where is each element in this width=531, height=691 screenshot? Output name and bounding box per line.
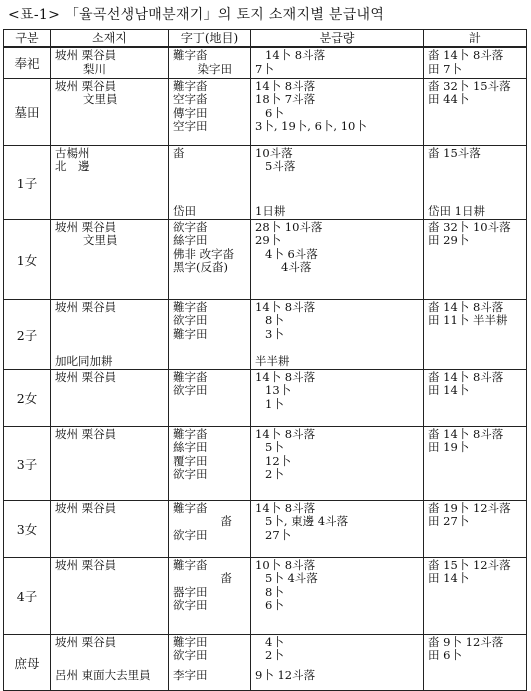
sum-line	[428, 261, 526, 275]
qty-line: 9卜 12斗落	[255, 667, 316, 682]
jd-line: 覆字田	[173, 453, 208, 468]
sum-line	[428, 586, 526, 600]
location-cell	[51, 369, 169, 426]
row-group-label: 庶母	[4, 634, 51, 690]
loc-line	[55, 441, 168, 455]
total-cell	[424, 78, 527, 145]
qty-line: 4卜	[265, 634, 284, 649]
jd-line: 欲字田	[173, 648, 208, 662]
sum-line: 田 6卜	[428, 648, 462, 662]
qty-line: 12卜	[265, 453, 292, 468]
sum-line	[428, 328, 526, 342]
qty-line: 7卜	[255, 61, 274, 76]
location-cell	[51, 219, 169, 299]
table-row	[4, 299, 527, 369]
table-row	[4, 145, 527, 219]
table-row	[4, 500, 527, 557]
jd-line: 岱田	[173, 204, 196, 218]
loc-line	[55, 107, 168, 121]
quantity-cell	[251, 78, 424, 145]
sum-line: 畓 14卜 8斗落	[428, 48, 504, 62]
qty-line: 3卜, 19卜, 6卜, 10卜	[255, 119, 367, 133]
row-group-label: 1子	[4, 145, 51, 219]
sum-line: 畓 14卜 8斗落	[428, 426, 504, 441]
loc-line	[55, 248, 168, 262]
table-title: <표-1> 「율곡선생남매분재기」의 토지 소재지별 분급내역	[8, 7, 385, 23]
qty-line: 2卜	[265, 648, 284, 662]
row-group-label: 2女	[4, 369, 51, 426]
sum-line	[428, 174, 526, 188]
qty-line: 5卜, 東邊 4斗落	[265, 514, 349, 528]
plot-cell	[169, 145, 251, 219]
jd-line: 黑字(反畓)	[173, 260, 228, 274]
qty-line: 14卜 8斗落	[255, 426, 316, 441]
quantity-cell	[251, 557, 424, 634]
jd-line: 空字畓	[173, 92, 208, 106]
quantity-cell	[251, 426, 424, 500]
loc-line: 坡州 栗谷員	[55, 299, 117, 314]
location-cell	[51, 500, 169, 557]
qty-line: 2卜	[265, 467, 284, 481]
jd-line	[173, 355, 250, 369]
sum-line: 畓 15卜 12斗落	[428, 557, 511, 572]
jd-line: 難字畓	[173, 78, 208, 93]
sum-line	[428, 120, 526, 134]
header-quantity: 분급량	[251, 30, 424, 48]
sum-line: 畓 14卜 8斗落	[428, 369, 504, 384]
qty-line: 半半耕	[255, 354, 290, 368]
loc-line: 坡州 栗谷員	[55, 500, 117, 515]
loc-line	[55, 515, 168, 529]
sum-line: 田 14卜	[428, 383, 470, 397]
jd-line: 絲字田	[173, 440, 208, 454]
loc-line: 文里員	[83, 233, 118, 247]
header-total: 計	[424, 30, 527, 48]
location-cell	[51, 557, 169, 634]
jd-line: 畓	[220, 514, 232, 528]
qty-line: 10卜 8斗落	[255, 557, 316, 572]
jd-line: 難字田	[173, 326, 208, 341]
sum-line	[428, 248, 526, 262]
total-cell	[424, 369, 527, 426]
qty-line: 14卜 8斗落	[255, 299, 316, 314]
location-cell	[51, 78, 169, 145]
jd-line: 欲字田	[173, 383, 208, 397]
location-cell	[51, 634, 169, 690]
table-row	[4, 557, 527, 634]
jd-line: 畓	[173, 145, 185, 160]
jd-line: 難字畓	[173, 557, 208, 572]
jd-line: 絲字田	[173, 233, 208, 247]
loc-line: 坡州 栗谷員	[55, 48, 117, 62]
quantity-cell	[251, 500, 424, 557]
jd-line: 空字田	[173, 119, 208, 133]
sum-line: 畓 32卜 15斗落	[428, 78, 511, 93]
jd-line: 畓	[220, 571, 232, 585]
loc-line	[55, 529, 168, 543]
plot-cell	[169, 219, 251, 299]
qty-line: 4卜 6斗落	[265, 246, 318, 261]
loc-line: 坡州 栗谷員	[55, 219, 117, 234]
sum-line: 田 7卜	[428, 61, 462, 76]
table-row	[4, 634, 527, 690]
loc-line: 梨川	[83, 61, 106, 76]
sum-line	[428, 669, 526, 683]
plot-cell	[169, 426, 251, 500]
sum-line: 田 29卜	[428, 233, 470, 247]
plot-cell	[169, 299, 251, 369]
row-group-label: 3女	[4, 500, 51, 557]
quantity-cell	[251, 634, 424, 690]
qty-line: 29卜	[255, 233, 282, 247]
jd-line: 李字田	[173, 667, 208, 682]
location-cell	[51, 426, 169, 500]
loc-line	[55, 174, 168, 188]
plot-cell	[169, 78, 251, 145]
total-cell	[424, 634, 527, 690]
loc-line: 加叱同加耕	[55, 354, 113, 368]
loc-line	[55, 314, 168, 328]
loc-line	[55, 572, 168, 586]
loc-line: 北 邊	[55, 159, 90, 173]
qty-line	[255, 174, 423, 188]
total-cell	[424, 145, 527, 219]
sum-line: 畓 9卜 12斗落	[428, 634, 504, 649]
sum-line: 岱田 1日耕	[428, 204, 485, 218]
jd-line	[173, 398, 250, 412]
sum-line	[428, 398, 526, 412]
qty-line: 5卜 4斗落	[265, 571, 318, 585]
location-cell	[51, 299, 169, 369]
qty-line: 1日耕	[255, 204, 286, 218]
plot-cell	[169, 47, 251, 78]
quantity-cell	[251, 219, 424, 299]
table-row	[4, 426, 527, 500]
jd-line: 難字田	[173, 634, 208, 649]
jd-line: 染字田	[197, 61, 232, 76]
table-row	[4, 78, 527, 145]
qty-line: 5斗落	[265, 159, 296, 173]
loc-line	[55, 455, 168, 469]
jd-line	[173, 174, 250, 188]
row-group-label: 3子	[4, 426, 51, 500]
qty-line: 14卜 8斗落	[265, 48, 326, 62]
total-cell	[424, 219, 527, 299]
table-row	[4, 219, 527, 299]
sum-line	[428, 455, 526, 469]
jd-line	[173, 160, 250, 174]
sum-line: 田 14卜	[428, 571, 470, 585]
jd-line: 欲字田	[173, 598, 208, 612]
qty-line: 10斗落	[255, 145, 293, 160]
sum-line	[428, 599, 526, 613]
table-row	[4, 369, 527, 426]
total-cell	[424, 500, 527, 557]
total-cell	[424, 47, 527, 78]
loc-line	[55, 649, 168, 663]
sum-line: 田 19卜	[428, 440, 470, 454]
qty-line: 8卜	[265, 313, 284, 327]
header-location: 소재지	[51, 30, 169, 48]
total-cell	[424, 299, 527, 369]
header-plot: 字丁(地目)	[169, 30, 251, 48]
header-row	[4, 30, 527, 48]
sum-line: 畓 19卜 12斗落	[428, 500, 511, 515]
plot-cell	[169, 369, 251, 426]
loc-line: 坡州 栗谷員	[55, 426, 117, 441]
jd-line: 難字畓	[173, 500, 208, 515]
jd-line: 難字畓	[173, 426, 208, 441]
quantity-cell	[251, 145, 424, 219]
row-group-label: 墓田	[4, 78, 51, 145]
sum-line	[428, 107, 526, 121]
jd-line: 佛非 改字畓	[173, 246, 235, 261]
sum-line: 田 11卜 半半耕	[428, 313, 508, 327]
plot-cell	[169, 634, 251, 690]
jd-line: 欲字田	[173, 527, 208, 542]
header-category: 구분	[4, 30, 51, 48]
qty-line: 18卜 7斗落	[255, 92, 316, 106]
row-group-label: 4子	[4, 557, 51, 634]
qty-line: 1卜	[265, 396, 284, 411]
qty-line: 14卜 8斗落	[255, 369, 316, 384]
sum-line: 田 27卜	[428, 514, 470, 528]
jd-line: 難字畓	[173, 369, 208, 384]
loc-line: 呂州 東面大去里員	[55, 667, 151, 682]
qty-line: 5卜	[265, 440, 284, 454]
land-distribution-table	[3, 29, 527, 691]
qty-line: 13卜	[265, 383, 292, 397]
jd-line: 欲字畓	[173, 219, 208, 234]
loc-line: 文里員	[83, 92, 118, 106]
loc-line	[55, 261, 168, 275]
jd-line: 難字畓	[173, 299, 208, 314]
table-row	[4, 47, 527, 78]
sum-line	[428, 160, 526, 174]
jd-line: 欲字田	[173, 467, 208, 481]
qty-line: 28卜 10斗落	[255, 219, 323, 234]
sum-line	[428, 468, 526, 482]
loc-line	[55, 120, 168, 134]
loc-line: 坡州 栗谷員	[55, 634, 117, 649]
row-group-label: 1女	[4, 219, 51, 299]
loc-line: 古楊州	[55, 145, 90, 160]
sum-line: 畓 14卜 8斗落	[428, 299, 504, 314]
total-cell	[424, 426, 527, 500]
loc-line: 坡州 栗谷員	[55, 78, 117, 93]
loc-line: 坡州 栗谷員	[55, 369, 117, 384]
qty-line: 14卜 8斗落	[255, 500, 316, 515]
jd-line: 器字田	[173, 584, 208, 599]
quantity-cell	[251, 47, 424, 78]
location-cell	[51, 145, 169, 219]
loc-line	[55, 586, 168, 600]
sum-line	[428, 355, 526, 369]
quantity-cell	[251, 369, 424, 426]
qty-line: 14卜 8斗落	[255, 78, 316, 93]
jd-line: 傳字田	[173, 105, 208, 120]
loc-line	[55, 328, 168, 342]
loc-line	[55, 398, 168, 412]
loc-line: 坡州 栗谷員	[55, 557, 117, 572]
row-group-label: 奉祀	[4, 47, 51, 78]
row-group-label: 2子	[4, 299, 51, 369]
sum-line: 畓 32卜 10斗落	[428, 219, 511, 234]
qty-line: 4斗落	[281, 260, 312, 274]
jd-line: 欲字田	[173, 313, 208, 327]
qty-line: 8卜	[265, 584, 284, 599]
table-body	[4, 47, 527, 690]
loc-line	[55, 205, 168, 219]
qty-line: 27卜	[265, 527, 292, 542]
total-cell	[424, 557, 527, 634]
jd-line: 難字畓	[173, 48, 208, 62]
plot-cell	[169, 557, 251, 634]
qty-line: 3卜	[265, 326, 284, 341]
quantity-cell	[251, 299, 424, 369]
qty-line: 6卜	[265, 105, 284, 120]
loc-line	[55, 599, 168, 613]
sum-line: 田 44卜	[428, 92, 470, 106]
sum-line	[428, 529, 526, 543]
loc-line	[55, 384, 168, 398]
qty-line: 6卜	[265, 598, 284, 612]
location-cell	[51, 47, 169, 78]
plot-cell	[169, 500, 251, 557]
sum-line: 畓 15斗落	[428, 145, 481, 160]
loc-line	[55, 468, 168, 482]
